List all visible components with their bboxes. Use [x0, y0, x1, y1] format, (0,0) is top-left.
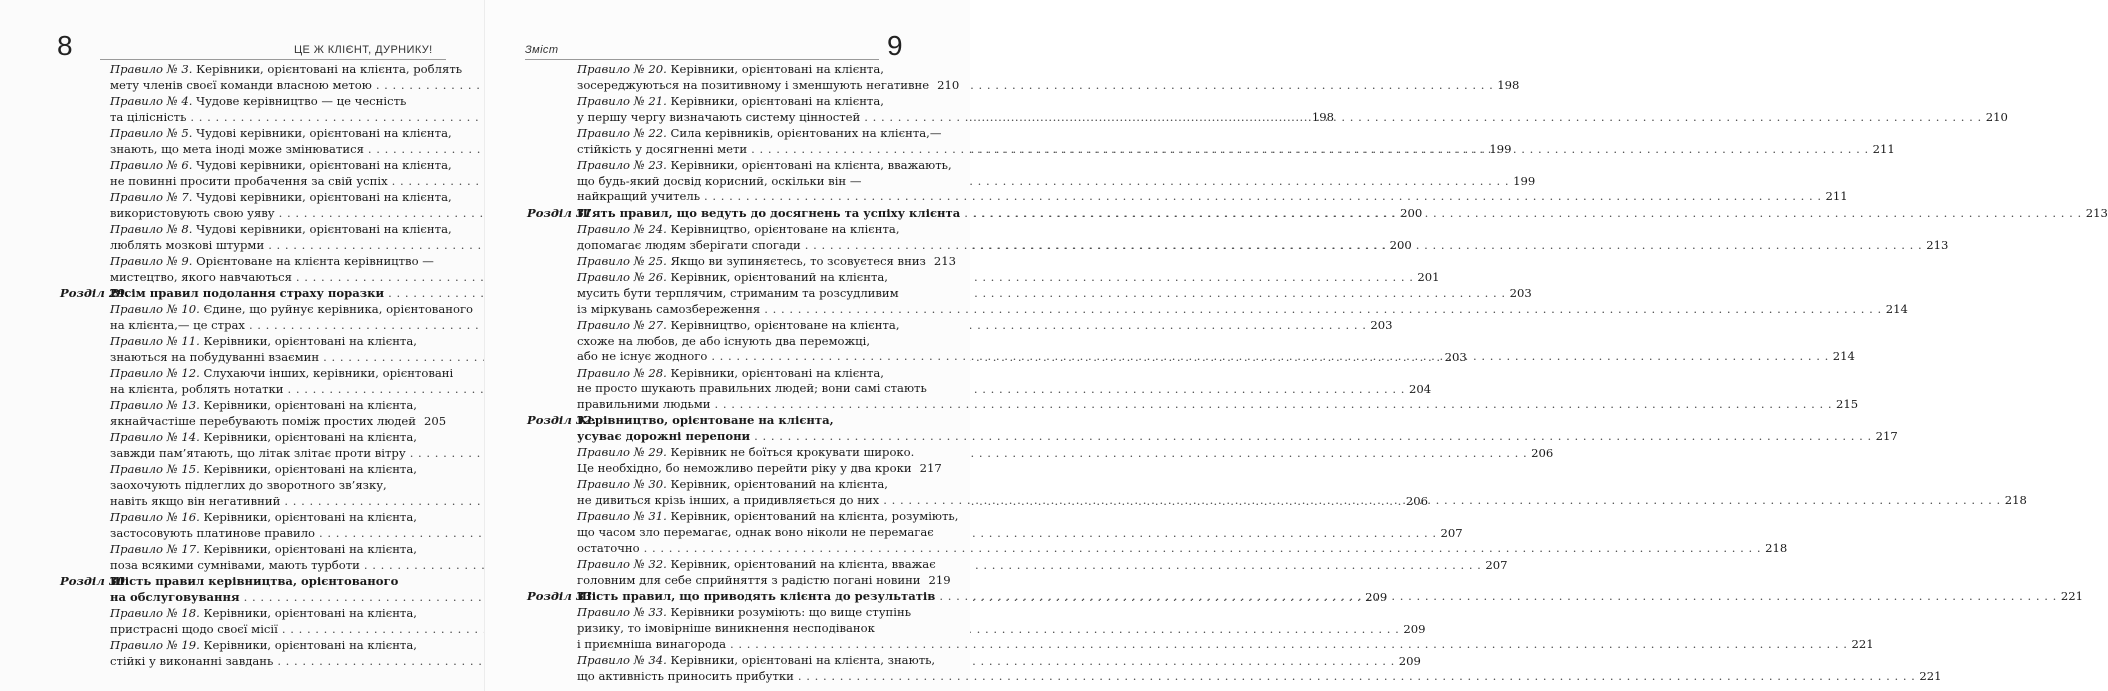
toc-line [577, 174, 912, 190]
rule-label: Правило № 22. [577, 126, 667, 140]
toc-line-text: використовують свою уяву [110, 205, 275, 220]
page-ref: 198 [1497, 77, 1520, 92]
page-ref: 217 [1875, 429, 1898, 444]
dot-leader [764, 302, 1881, 318]
rule-label: Правило № 23. [577, 158, 667, 172]
dot-leader [883, 493, 2000, 509]
rule-label: Правило № 11. [110, 334, 200, 349]
page-ref: 199 [1489, 141, 1512, 156]
dot-leader [711, 349, 1828, 365]
page-ref: 210 [1985, 109, 2008, 124]
rule-label: Правило № 25. [577, 254, 667, 268]
page-ref: 214 [1885, 301, 1908, 316]
page-ref: 217 [919, 461, 942, 476]
dot-leader [864, 110, 1981, 126]
dot-leader [715, 397, 1832, 413]
page-ref: 206 [1405, 493, 1428, 508]
dot-leader [939, 589, 2056, 605]
toc-line-text: Керівники, орієнтовані на клієнта, [666, 365, 884, 380]
toc-line-text: застосовують платинове правило [110, 525, 316, 540]
toc-line-text: Керівники, орієнтовані на клієнта, [199, 398, 417, 413]
section-label: Розділ 33. [527, 589, 597, 604]
toc-line-text: Вісім правил подолання страху поразки [110, 286, 385, 300]
toc-line [577, 540, 1788, 557]
toc-line-text: і приємніша винагорода [577, 636, 726, 651]
rule-label: Правило № 10. [110, 302, 200, 317]
toc-line-text: зосереджуються на позитивному і зменшують негативне [577, 77, 930, 92]
toc-line-text: Це необхідно, бо неможливо перейти ріку у два кроки [577, 461, 912, 476]
toc-line [577, 572, 951, 589]
page-ref: 218 [1765, 540, 1788, 555]
toc-line-text: та цілісність [110, 109, 187, 124]
toc-line-text: Керівники, орієнтовані на клієнта, знають, [666, 653, 936, 668]
toc-line [110, 366, 454, 382]
toc-line-text: Єдине, що руйнує керівника, орієнтованого [199, 302, 474, 317]
toc-line-text: допомагає людям зберігати спогади [577, 237, 801, 252]
right-page-number: 9 [887, 30, 903, 61]
toc-line-text: пристрасні щодо своєї місії [110, 621, 278, 636]
toc-line [577, 477, 912, 493]
page-ref: 204 [1408, 382, 1432, 396]
page-ref: 203 [1509, 286, 1532, 300]
dot-leader [751, 142, 1868, 158]
rule-label: Правило № 29. [577, 445, 667, 460]
toc-line-text: схоже на любов, де або існують два переможці, [577, 333, 871, 348]
rule-label: Правило № 8. [110, 222, 193, 236]
toc-line-text: Керівники, орієнтовані на клієнта, [199, 462, 417, 477]
toc-line-text: стійкі у виконанні завдань [110, 653, 274, 668]
toc-line-text: на обслуговування [110, 589, 240, 604]
toc-line [577, 366, 912, 382]
toc-line-text: Керівники, орієнтовані на клієнта, [199, 510, 417, 524]
toc-line-text: Чудові керівники, орієнтовані на клієнта, [192, 126, 452, 140]
toc-line [110, 94, 443, 110]
toc-line-text: у першу чергу визначають систему цінностей [577, 109, 861, 124]
section-title [577, 589, 2083, 605]
toc-line [577, 286, 912, 302]
toc-line [110, 510, 443, 526]
toc-line-text: стійкість у досягненні мети [577, 141, 748, 156]
toc-line-text: Керівник, орієнтований на клієнта, розуміють, [666, 509, 959, 524]
page-ref: 213 [2085, 205, 2108, 220]
toc-line-text: Керівники, орієнтовані на клієнта, вважають, [666, 158, 952, 172]
toc-line [110, 414, 447, 430]
page-ref: 221 [1919, 668, 1942, 683]
toc-line-text: ризику, то імовірніше виникнення несподіванок [577, 621, 875, 636]
toc-line-text: Керівник, орієнтований на клієнта, вважає [666, 557, 936, 572]
toc-rule-entry[interactable] [527, 62, 960, 93]
toc-line-text: поза всякими сумнівами, мають турботи [110, 557, 360, 572]
toc-line-text: Керівники, орієнтовані на клієнта, [199, 638, 417, 652]
rule-label: Правило № 19. [110, 638, 200, 652]
page-ref: 209 [1403, 621, 1426, 636]
right-header-rule [525, 59, 879, 60]
section-title [577, 206, 2108, 222]
toc-line [577, 668, 1942, 685]
right-running-head: Зміст [525, 44, 559, 56]
rule-label: Правило № 6. [110, 158, 193, 172]
toc-rule-entry[interactable] [60, 398, 447, 429]
rule-label: Правило № 14. [110, 430, 200, 445]
rule-label: Правило № 16. [110, 510, 200, 524]
rule-label: Правило № 5. [110, 126, 193, 140]
rule-label: Правило № 33. [577, 605, 667, 620]
left-page-number: 8 [57, 30, 73, 61]
toc-line-text: Керівник не боїться крокувати широко. [666, 445, 915, 460]
toc-line-text: Сила керівників, орієнтованих на клієнта,— [666, 126, 942, 140]
toc-line [577, 62, 912, 78]
toc-line [577, 77, 960, 94]
toc-line [110, 606, 443, 622]
rule-label: Правило № 30. [577, 477, 667, 492]
left-running-head: ЦЕ Ж КЛІЄНТ, ДУРНИКУ! [294, 44, 433, 56]
toc-line [577, 509, 959, 525]
toc-line [577, 413, 1898, 429]
toc-line [110, 190, 452, 206]
toc-rule-entry[interactable] [527, 254, 957, 270]
toc-line-text: якнайчастіше перебувають поміж простих людей [110, 414, 417, 428]
toc-line-text: остаточно [577, 540, 640, 555]
page-ref: 221 [1851, 636, 1874, 651]
toc-line [110, 542, 443, 558]
dot-leader [754, 429, 1871, 445]
page-ref: 218 [2004, 493, 2027, 508]
page-ref: 209 [1398, 653, 1421, 668]
toc-line-text: на клієнта, роблять нотатки [110, 382, 284, 396]
toc-line-text: Чудові керівники, орієнтовані на клієнта, [192, 190, 452, 204]
page-ref: 214 [1832, 349, 1855, 364]
toc-line-text: мусить бути терплячим, стриманим та розсудливим [577, 286, 899, 300]
toc-line-text: Шість правил, що приводять клієнта до результатів [577, 589, 936, 604]
toc-line [577, 589, 2083, 605]
toc-line-text: Слухаючи інших, керівники, орієнтовані [199, 366, 454, 381]
page-ref: 210 [937, 77, 960, 92]
toc-line [110, 462, 443, 478]
toc-line-text: Керівництво, орієнтоване на клієнта, [666, 222, 900, 236]
toc-line [577, 334, 912, 350]
toc-line [577, 397, 1859, 413]
toc-line-text: на клієнта,— це страх [110, 318, 245, 332]
toc-line-text: або не існує жодного [577, 349, 708, 364]
toc-line [577, 206, 2108, 222]
toc-line-text: Чудове керівництво — це чесність [192, 94, 407, 108]
toc-line-text: що будь-який досвід корисний, оскільки він — [577, 173, 862, 188]
toc-line-text: Керівники, орієнтовані на клієнта, [666, 62, 884, 76]
toc-line-text: мету членів своєї команди власною метою [110, 77, 372, 92]
toc-line-text: Чудові керівники, орієнтовані на клієнта, [192, 222, 452, 236]
toc-line [110, 302, 474, 318]
toc-line [110, 398, 443, 414]
toc-line-text: не повинні просити пробачення за свій успіх [110, 173, 388, 188]
toc-line [110, 254, 443, 270]
rule-label: Правило № 13. [110, 398, 200, 413]
toc-line [577, 381, 927, 397]
rule-label: Правило № 17. [110, 542, 200, 556]
rule-label: Правило № 3. [110, 62, 193, 76]
toc-line-text: Керівники, орієнтовані на клієнта, роблять [192, 62, 463, 76]
dot-leader [798, 669, 1915, 685]
page-ref: 209 [1365, 589, 1388, 604]
toc-line-text: Керівники, орієнтовані на клієнта, [199, 430, 417, 445]
page-ref: 207 [1485, 557, 1508, 572]
toc-line [577, 461, 942, 477]
toc-line [110, 158, 452, 174]
toc-line [110, 334, 443, 350]
toc-line-text: що активність приносить прибутки [577, 668, 794, 683]
toc-line-text: Керівництво, орієнтоване на клієнта, [666, 318, 900, 332]
toc-line-text: не дивиться крізь інших, а придивляється до них [577, 493, 880, 508]
rule-label: Правило № 26. [577, 270, 667, 285]
toc-line [577, 653, 936, 669]
toc-line-text: П’ять правил, що ведуть до досягнень та успіху клієнта [577, 205, 961, 220]
rule-label: Правило № 4. [110, 94, 193, 108]
toc-rule-entry[interactable] [527, 557, 951, 588]
toc-line [577, 222, 912, 238]
dot-leader [730, 637, 1847, 653]
section-label: Розділ 31. [527, 205, 597, 220]
rule-label: Правило № 31. [577, 509, 667, 524]
toc-line-text: Керівник, орієнтований на клієнта, [666, 477, 888, 492]
toc-line [110, 638, 443, 654]
page-ref: 203 [1444, 350, 1467, 364]
toc-line [577, 621, 912, 637]
rule-label: Правило № 32. [577, 557, 667, 572]
toc-line-text: Якщо ви зупиняєтесь, то зсовуєтеся вниз [666, 254, 926, 268]
toc-line-text: навіть якщо він негативний [110, 493, 281, 508]
rule-label: Правило № 7. [110, 190, 193, 204]
toc-line-text: знають, що мета іноді може змінюватися [110, 141, 364, 156]
toc-line-text: Керівники, орієнтовані на клієнта, [199, 606, 417, 620]
toc-line-text: Керівники, орієнтовані на клієнта, [199, 542, 417, 556]
toc-line [577, 126, 942, 142]
page-ref: 203 [1370, 318, 1393, 332]
toc-line [577, 254, 957, 270]
dot-leader [964, 206, 2081, 222]
toc-line [577, 318, 912, 334]
toc-line [577, 557, 936, 573]
page-ref: 200 [1400, 205, 1423, 220]
toc-line-text: мистецтво, якого навчаються [110, 269, 292, 284]
page-ref: 199 [1513, 173, 1536, 188]
page-ref: 211 [1872, 141, 1895, 156]
toc-line-text: завжди пам’ятають, що літак злітає проти вітру [110, 446, 406, 460]
toc-line [577, 429, 1898, 445]
page-ref: 205 [424, 414, 447, 428]
toc-line [577, 270, 912, 286]
toc-line [577, 94, 912, 110]
toc-section-entry[interactable] [527, 413, 1898, 444]
toc-line-text: найкращий учитель [577, 189, 701, 204]
toc-line-text: що часом зло перемагає, однак воно ніколи не перемагає [577, 525, 934, 540]
toc-line [577, 189, 1848, 205]
page-ref: 206 [1531, 446, 1554, 460]
dot-leader [805, 238, 1922, 254]
toc-line-text: заохочують підлеглих до зворотного зв’язку, [110, 478, 387, 492]
toc-line [577, 445, 915, 461]
page-ref: 201 [1417, 269, 1440, 284]
section-title [577, 413, 1898, 444]
page-ref: 221 [2060, 589, 2083, 604]
section-label: Розділ 30. [60, 574, 130, 588]
toc-line [110, 126, 452, 142]
toc-line-text: знаються на побудуванні взаємин [110, 350, 320, 364]
page-ref: 219 [928, 572, 951, 587]
toc-line-text: люблять мозкові штурми [110, 237, 265, 252]
page-ref: 211 [1825, 189, 1848, 204]
dot-leader [644, 541, 1761, 557]
toc-line [577, 636, 1874, 653]
rule-label: Правило № 34. [577, 653, 667, 668]
rule-label: Правило № 20. [577, 62, 667, 76]
toc-line-text: не просто шукають правильних людей; вони самі стають [577, 381, 927, 396]
rule-label: Правило № 9. [110, 254, 193, 268]
toc-line-text: Керівники розуміють: що вище ступінь [666, 605, 912, 620]
rule-label: Правило № 12. [110, 366, 200, 381]
rule-label: Правило № 18. [110, 606, 200, 620]
toc-line [577, 605, 912, 621]
toc-line-text: усуває дорожні перепони [577, 429, 751, 444]
toc-line [110, 222, 452, 238]
toc-line [577, 158, 952, 174]
toc-line [110, 430, 443, 446]
page-ref: 213 [1926, 237, 1949, 252]
toc-line-text: Керівники, орієнтовані на клієнта, [199, 334, 417, 349]
section-label: Розділ 29. [60, 286, 130, 300]
toc-line [577, 525, 934, 541]
toc-rule-entry[interactable] [527, 445, 942, 476]
page-ref: 198 [1311, 109, 1335, 124]
toc-line-text: Чудові керівники, орієнтовані на клієнта, [192, 158, 452, 172]
toc-line-text: головним для себе сприйняття з радістю погані новини [577, 572, 921, 587]
toc-line-text: Керівник, орієнтований на клієнта, [666, 270, 888, 285]
toc-line-text: Орієнтоване на клієнта керівництво — [192, 254, 434, 268]
dot-leader [704, 189, 1821, 205]
left-header-rule [100, 59, 446, 60]
rule-label: Правило № 27. [577, 318, 667, 332]
toc-line-text: Керівники, орієнтовані на клієнта, [666, 94, 884, 108]
toc-line-text: правильними людьми [577, 397, 711, 412]
rule-label: Правило № 15. [110, 462, 200, 477]
toc-line-text: із міркувань самозбереження [577, 301, 761, 316]
page-ref: 213 [933, 254, 957, 268]
section-label: Розділ 32. [527, 413, 597, 428]
page-ref: 215 [1836, 397, 1859, 412]
rule-label: Правило № 24. [577, 222, 667, 236]
toc-line [110, 62, 463, 78]
page-ref: 200 [1389, 237, 1412, 252]
toc-line [577, 301, 1908, 318]
toc-line [110, 478, 443, 494]
page-ref: 207 [1440, 525, 1463, 540]
rule-label: Правило № 28. [577, 365, 667, 380]
rule-label: Правило № 21. [577, 94, 667, 108]
toc-line-text: Шість правил керівництва, орієнтованого [110, 574, 399, 588]
toc-line-text: Керівництво, орієнтоване на клієнта, [577, 413, 834, 428]
